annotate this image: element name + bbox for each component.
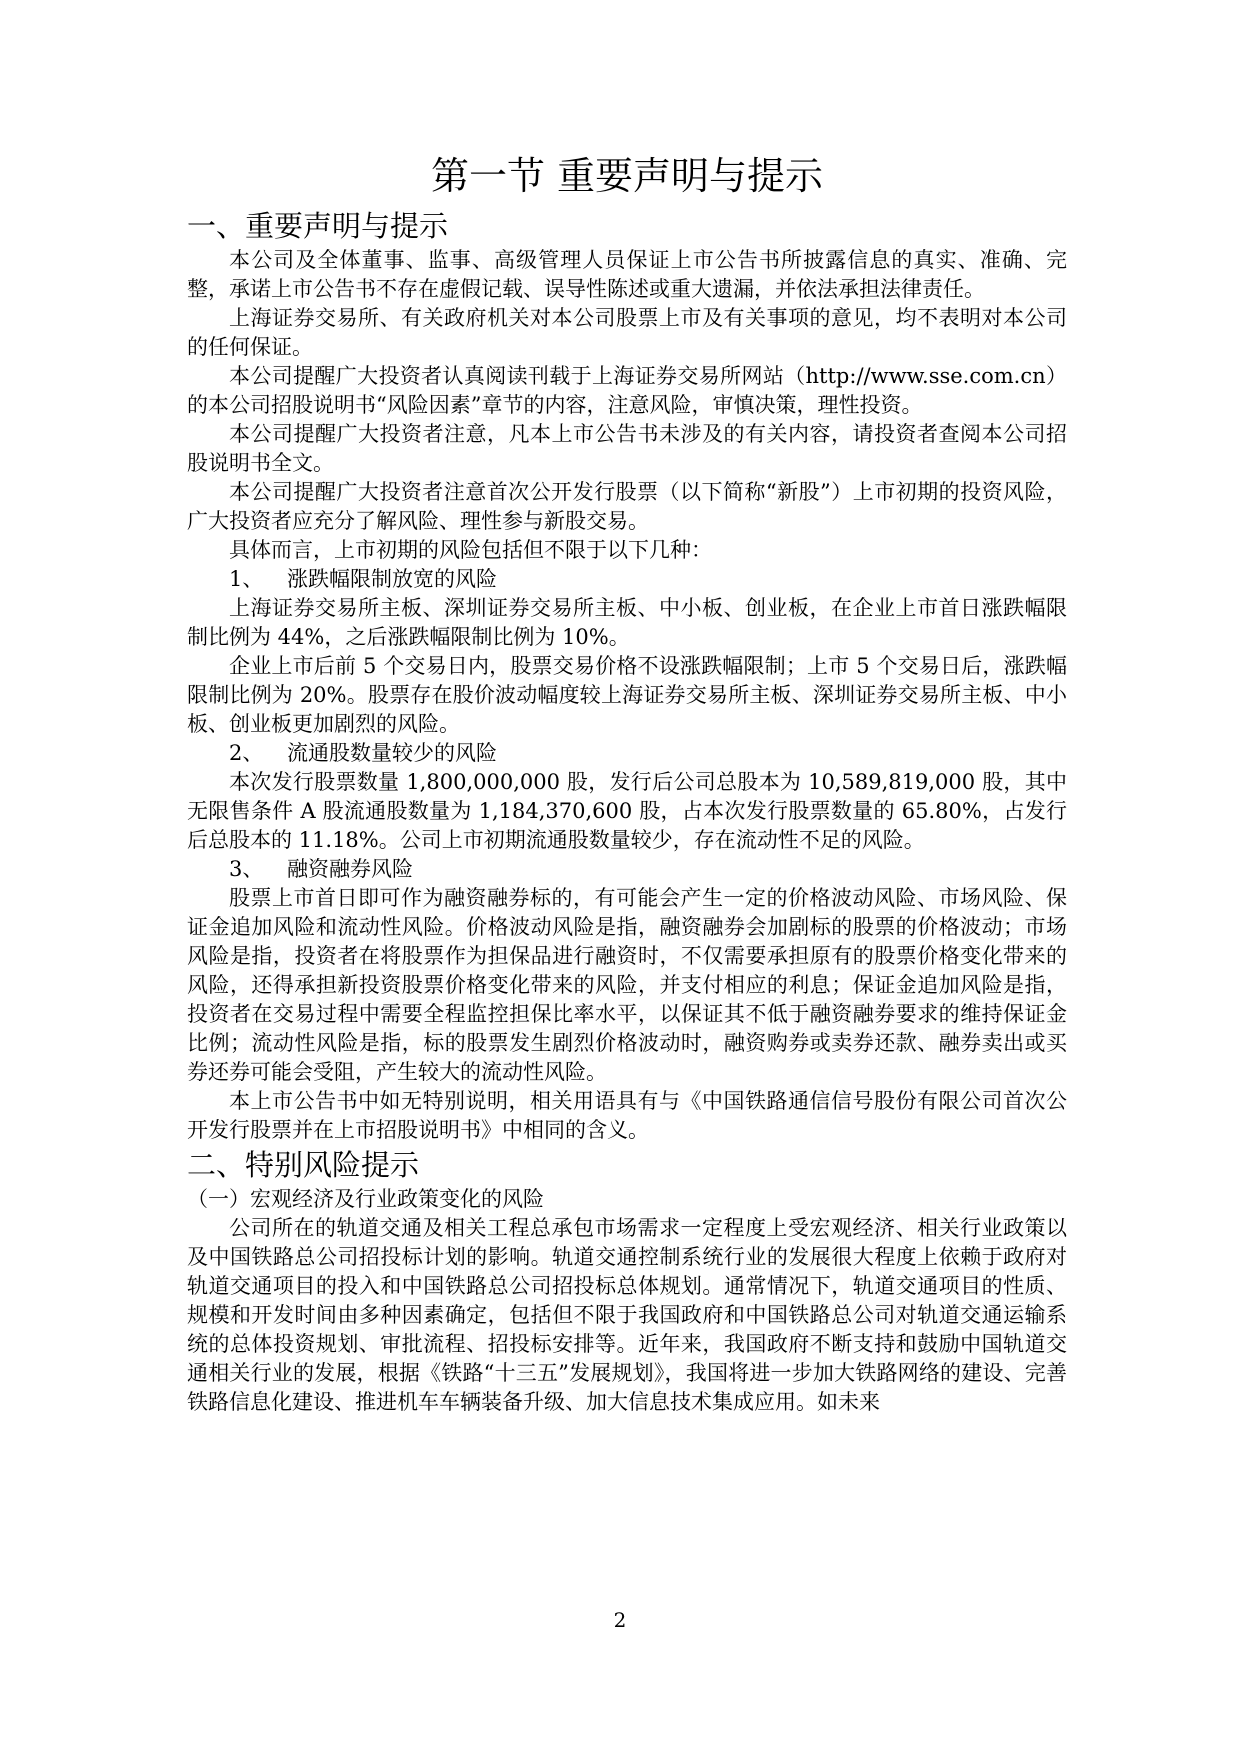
- paragraph: 本公司提醒广大投资者注意首次公开发行股票（以下简称“新股”）上市初期的投资风险，广大投资者应充分了解风险、理性参与新股交易。: [187, 480, 1067, 533]
- paragraph: 上海证券交易所主板、深圳证券交易所主板、中小板、创业板，在企业上市首日涨跌幅限制比例为 44%，之后涨跌幅限制比例为 10%。: [187, 596, 1067, 649]
- paragraph: 具体而言，上市初期的风险包括但不限于以下几种：: [229, 538, 712, 562]
- section-heading-2: 二、特别风险提示: [187, 1148, 420, 1182]
- document-page: [187, 150, 1067, 1417]
- risk-item-label: 流通股数量较少的风险: [287, 741, 497, 765]
- paragraph: 本公司提醒广大投资者注意，凡本上市公告书未涉及的有关内容，请投资者查阅本公司招股说明书全文。: [187, 422, 1067, 475]
- page-title: 第一节 重要声明与提示: [430, 154, 824, 198]
- paragraph: 企业上市后前 5 个交易日内，股票交易价格不设涨跌幅限制；上市 5 个交易日后，涨跌幅限制比例为 20%。股票存在股价波动幅度较上海证券交易所主板、深圳证券交易所主板、中小板、创业板更加剧烈的风险。: [187, 654, 1067, 736]
- risk-item-number: 1、: [229, 567, 264, 591]
- section-heading-1: 一、重要声明与提示: [187, 209, 449, 243]
- paragraph: 本次发行股票数量 1,800,000,000 股，发行后公司总股本为 10,589,819,000 股，其中无限售条件 A 股流通股数量为 1,184,370,600 股，占本次发行股票数量的 65.80%，占发行后总股本的 11.18%。公司上市初期流通股数量较少，存在流动性不足的风险。: [187, 770, 1067, 852]
- paragraph: 本公司提醒广大投资者认真阅读刊载于上海证券交易所网站（http://www.sse.com.cn）的本公司招股说明书“风险因素”章节的内容，注意风险，审慎决策，理性投资。: [187, 364, 1067, 417]
- paragraph: 股票上市首日即可作为融资融券标的，有可能会产生一定的价格波动风险、市场风险、保证金追加风险和流动性风险。价格波动风险是指，融资融券会加剧标的股票的价格波动；市场风险是指，投资者在将股票作为担保品进行融资时，不仅需要承担原有的股票价格变化带来的风险，还得承担新投资股票价格变化带来的风险，并支付相应的利息；保证金追加风险是指，投资者在交易过程中需要全程监控担保比率水平，以保证其不低于融资融券要求的维持保证金比例；流动性风险是指，标的股票发生剧烈价格波动时，融资购券或卖券还款、融券卖出或买券还券可能会受阻，产生较大的流动性风险。: [187, 886, 1067, 1084]
- risk-item-label: 融资融券风险: [287, 857, 413, 881]
- subsection-heading: （一）宏观经济及行业政策变化的风险: [187, 1187, 544, 1211]
- risk-item-heading: [187, 739, 1067, 768]
- paragraph: 公司所在的轨道交通及相关工程总承包市场需求一定程度上受宏观经济、相关行业政策以及中国铁路总公司招投标计划的影响。轨道交通控制系统行业的发展很大程度上依赖于政府对轨道交通项目的投入和中国铁路总公司招投标总体规划。通常情况下，轨道交通项目的性质、规模和开发时间由多种因素确定，包括但不限于我国政府和中国铁路总公司对轨道交通运输系统的总体投资规划、审批流程、招投标安排等。近年来，我国政府不断支持和鼓励中国轨道交通相关行业的发展，根据《铁路“十三五”发展规划》，我国将进一步加大铁路网络的建设、完善铁路信息化建设、推进机车车辆装备升级、加大信息技术集成应用。如未来: [187, 1216, 1067, 1414]
- risk-item-number: 2、: [229, 741, 264, 765]
- risk-item-heading: [187, 565, 1067, 594]
- risk-item-label: 涨跌幅限制放宽的风险: [287, 567, 497, 591]
- paragraph: 上海证券交易所、有关政府机关对本公司股票上市及有关事项的意见，均不表明对本公司的任何保证。: [187, 306, 1067, 359]
- paragraph: 本上市公告书中如无特别说明，相关用语具有与《中国铁路通信信号股份有限公司首次公开发行股票并在上市招股说明书》中相同的含义。: [187, 1089, 1067, 1142]
- page-number: 2: [613, 1608, 627, 1632]
- risk-item-heading: [187, 855, 1067, 884]
- risk-item-number: 3、: [229, 857, 264, 881]
- paragraph: 本公司及全体董事、监事、高级管理人员保证上市公告书所披露信息的真实、准确、完整，承诺上市公告书不存在虚假记载、误导性陈述或重大遗漏，并依法承担法律责任。: [187, 248, 1067, 301]
